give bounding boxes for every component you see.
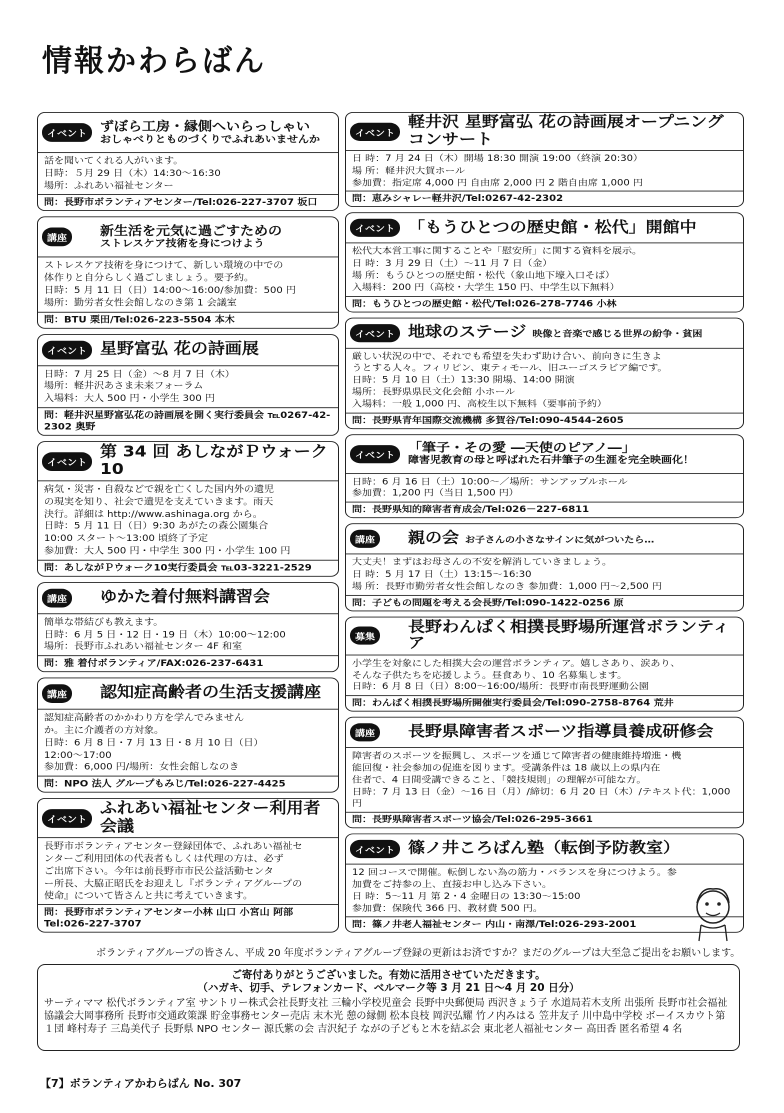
card-title: 親の会 <box>408 529 459 547</box>
card-body-line: 参加費：1,200 円（当日 1,500 円） <box>352 489 519 499</box>
card-header <box>346 718 743 748</box>
info-card <box>37 798 339 933</box>
card-body-line: 日時：5 月 10 日（土）13:30 開場、14:00 開演 <box>352 375 575 386</box>
category-badge: 講座 <box>350 723 380 741</box>
card-body-line: 大丈夫！まずはお母さんの不安を解消していきましょう。 <box>352 558 612 568</box>
card-body-line: 日時：5 月 11 日（日）9:30 あがたの森公園集合 <box>44 521 269 532</box>
category-badge: イベント <box>42 123 92 142</box>
mascot-illustration <box>675 877 747 943</box>
card-title: ゆかた着付無料講習会 <box>100 588 270 607</box>
card-contact: 問：長野県知的障害者育成会/Tel:026－227-6811 <box>346 502 743 518</box>
card-header <box>38 442 338 481</box>
card-contact: 問：篠ノ井老人福祉センター 内山・南澤/Tel:026-293-2001 <box>346 917 743 933</box>
card-body-line: 日時：7 月 13 日（金）～16 日（月）/締切：6 月 20 日（木）/テキスト代：1,000 円 <box>352 787 731 809</box>
card-title: 星野富弘 花の詩画展 <box>100 340 259 359</box>
thanks-period: （ハガキ、切手、テレフォンカード、ベルマーク等 3 月 21 日～4 月 20 日分） <box>197 982 580 995</box>
card-header <box>346 214 743 244</box>
card-title: 第 34 回 あしながＰウォーク 10 <box>100 442 328 479</box>
card-body-line: 12 回コースで開催。転倒しない為の筋力・バランスを身につけよう。参 <box>352 868 677 878</box>
card-body-line: 場所：長野県県民文化会館 小ホール <box>352 387 515 398</box>
card-subtitle: ストレスケア技術を身につけよう <box>100 237 265 250</box>
card-contact: 問：わんぱく相撲長野場所開催実行委員会/Tel:090-2758-8764 荒井 <box>346 695 743 711</box>
card-contact: 問：子どもの問題を考える会長野/Tel:090-1422-0256 原 <box>346 595 743 611</box>
card-body-line: 日時：7 月 25 日（金）～8 月 7 日（木） <box>44 369 235 380</box>
card-body-line: 入場料：大人 500 円・小学生 300 円 <box>44 394 215 404</box>
card-body-line: 参加費：6,000 円/場所：女性会館しなのき <box>44 762 240 773</box>
page-title: 情報かわらばん <box>42 44 266 79</box>
card-title-block <box>408 441 694 466</box>
card-body-line: 長野市ボランティアセンター登録団体で、ふれあい福祉セ <box>44 841 303 852</box>
card-contact: 問：恵みシャレー軽井沢/Tel:0267-42-2302 <box>346 191 743 207</box>
card-header <box>346 834 743 864</box>
card-body <box>346 748 743 812</box>
right-column <box>345 112 744 938</box>
card-body-line: 決行。詳細は http://www.ashinaga.org から。 <box>44 509 263 520</box>
card-title: 長野県障害者スポーツ指導員養成研修会 <box>408 723 714 741</box>
category-badge: イベント <box>350 324 400 342</box>
donor-list: サーティママ 松代ボランティア室 サントリー株式会社長野支社 三輪小学校児童会 長野中央郵便局 西沢きょう子 水道局若木支所 出張所 長野市社会福祉協議会大岡事務所 長野市交通政策課 貯金事務センター売店 末木光 憩の縁側 松本良枝 岡沢弘耀 竹ノ内みはる 笠井友子 川中島中学校 ボーイスカウト第１団 峰村寿子 三島美代子 長野県 NPO センター 源氏紫の会 吉沢紀子 ながの子どもと木を結ぶ会 東北老人福祉センター 高田香 匿名希望 4 名 <box>44 998 728 1036</box>
info-card <box>37 112 339 211</box>
card-title: 「もうひとつの歴史館・松代」開館中 <box>408 218 697 237</box>
left-column <box>37 112 339 938</box>
card-body <box>38 153 338 194</box>
info-card <box>37 334 339 436</box>
card-body-line: 松代大本営工事に関することや「慰安所」に関する資料を展示。 <box>352 247 642 257</box>
card-body-line: ー所長、大脇正昭氏をお迎えし『ボランティアグループの <box>44 878 303 889</box>
card-title-block <box>408 619 739 653</box>
card-title-block <box>408 531 654 548</box>
card-body-line: 場 所：もうひとつの歴史館・松代（象山地下壕入口そば） <box>352 271 615 281</box>
category-badge: イベント <box>42 452 92 471</box>
category-badge: 募集 <box>350 627 380 645</box>
card-title: 軽井沢 星野富弘 花の詩画展オープニングコンサート <box>408 113 724 148</box>
card-body-line: 入場料：200 円（高校・大学生 150 円、中学生以下無料） <box>352 282 620 293</box>
page-footer: 【7】ボランティアかわらばん No. 307 <box>40 1077 242 1090</box>
card-body-line: 参加費：指定席 4,000 円 自由席 2,000 円 2 階自由席 1,000 円 <box>352 178 643 188</box>
card-body-line: 日 時：5～11 月 第 2・4 金曜日の 13:30～15:00 <box>352 891 581 902</box>
card-contact: 問：もうひとつの歴史館・松代/Tel:026-278-7746 小林 <box>346 296 743 312</box>
category-badge: 講座 <box>42 228 72 247</box>
card-body-line: ご出席下さい。今年は前長野市市民公益活動センタ <box>44 866 274 877</box>
card-body-line: 加費をご持参の上、直接お申し込み下さい。 <box>352 880 552 890</box>
card-header <box>38 799 338 838</box>
card-body <box>346 348 743 412</box>
card-title-tagline: 映像と音楽で感じる世界の紛争・貧困 <box>532 329 703 340</box>
mascot-icon <box>675 877 747 943</box>
card-body-line: か。主に介護者の方対象。 <box>44 725 164 736</box>
card-body <box>346 474 743 502</box>
card-header <box>38 218 338 258</box>
card-body-line: 場所：長野市ふれあい福祉センター 4F 和室 <box>44 642 243 653</box>
card-title-block <box>408 220 697 237</box>
card-header <box>38 583 338 614</box>
card-body-line: 場所：軽井沢あさま未来フォーラム <box>44 381 204 392</box>
card-body-line: 簡単な帯結びも教えます。 <box>44 617 164 628</box>
card-body-line: の現実を知り、社会で遺児を支えていきます。雨天 <box>44 497 274 508</box>
card-contact: 問：長野市ボランティアセンター/Tel:026-227-3707 坂口 <box>38 194 338 210</box>
card-title: ずぼら工房・縁側へいらっしゃい <box>100 119 310 134</box>
card-title-block <box>408 724 713 741</box>
card-title-block <box>100 120 320 146</box>
card-body-line: 日時：6 月 8 日（日）8:00～16:00/場所：長野市南長野運動公園 <box>352 682 649 693</box>
card-body-line: 日時：5 月 11 日（日）14:00～16:00/参加費：500 円 <box>44 285 296 296</box>
info-card <box>345 213 744 313</box>
info-card <box>37 582 339 672</box>
info-card <box>345 112 744 207</box>
category-badge: イベント <box>350 840 400 858</box>
card-contact: 問：あしながＰウォーク10実行委員会 ℡03-3221-2529 <box>38 560 338 576</box>
card-body-line: ンターご利用団体の代表者もしくは代理の方は、必ず <box>44 854 284 865</box>
card-header <box>346 617 743 655</box>
card-body-line: 病気・災害・自殺などで親を亡くした国内外の遺児 <box>44 484 274 495</box>
card-title: 「筆子・その愛 ―天使のピアノ―」 <box>408 441 636 456</box>
card-body <box>38 710 338 776</box>
info-card <box>345 434 744 518</box>
card-title-block <box>100 224 282 250</box>
card-title: 認知症高齢者の生活支援講座 <box>100 684 321 703</box>
card-title-block <box>100 685 321 702</box>
category-badge: イベント <box>350 219 400 237</box>
card-subtitle: おしゃべりとものづくりでふれあいませんか <box>100 133 320 145</box>
thanks-heading: ご寄付ありがとうございました。有効に活用させていただきます。 <box>231 969 546 981</box>
card-header <box>346 318 743 348</box>
card-title-block <box>100 444 334 479</box>
card-title: 長野わんぱく相撲長野場所運営ボランティア <box>408 617 730 653</box>
card-body-line: 場所：ふれあい福祉センター <box>44 181 174 192</box>
card-header <box>38 335 338 366</box>
card-title-block <box>100 341 259 358</box>
card-body-line: 10:00 スタート～13:00 頃終了予定 <box>44 534 208 544</box>
card-contact: 問：雅 着付ボランティア/FAX:026-237-6431 <box>38 655 338 671</box>
card-body-line: 日時：５月 29 日（木）14:30～16:30 <box>44 168 221 179</box>
card-body-line: 参加費：保険代 366 円、教材費 500 円。 <box>352 903 543 914</box>
card-header <box>38 113 338 153</box>
category-badge: 講座 <box>42 589 72 608</box>
card-title: 篠ノ井ころばん塾（転倒予防教室） <box>408 839 680 858</box>
card-body-line: 日時：6 月 8 日・7 月 13 日・8 月 10 日（日） <box>44 738 264 748</box>
card-body-line: 入場料：一般 1,000 円、高校生以下無料（要事前予約） <box>352 399 607 410</box>
category-badge: イベント <box>42 340 92 359</box>
card-header <box>346 524 743 554</box>
renewal-notice: ボランティアグループの皆さん、平成 20 年度ボランティアグループ登録の更新はお済ですか？まだのグループは大至急ご提出をお願いします。 <box>96 948 741 959</box>
card-body-line: ストレスケア技術を身につけて、新しい環境の中での <box>44 261 284 272</box>
card-body-line: 日時：6 月 5 日・12 日・19 日（木）10:00～12:00 <box>44 629 286 640</box>
card-title-tagline: お子さんの小さなサインに気がついたら… <box>465 535 655 546</box>
info-card <box>37 217 339 329</box>
card-body-line: 日 時：7 月 24 日（木）開場 18:30 開演 19:00（終演 20:30） <box>352 154 643 164</box>
card-header <box>346 435 743 474</box>
card-body-line: 認知症高齢者のかかわり方を学んでみません <box>44 713 244 724</box>
card-body-line: 場 所：軽井沢大賀ホール <box>352 166 465 176</box>
category-badge: 講座 <box>350 530 380 548</box>
card-title-block <box>408 115 739 149</box>
card-body-line: うとする人々。フィリピン、東ティモール、旧ユーゴスラビア編です。 <box>352 363 668 374</box>
card-contact: 問：長野県青年国際交流機構 多賀谷/Tel:090-4544-2605 <box>346 412 743 428</box>
info-card <box>345 317 744 428</box>
card-title-block <box>408 841 680 858</box>
card-title: 新生活を元気に過ごすための <box>100 224 282 239</box>
card-subtitle: 障害児教育の母と呼ばれた石井筆子の生涯を完全映画化！ <box>408 454 694 466</box>
category-badge: イベント <box>350 445 400 463</box>
card-body-line: 参加費：大人 500 円・中学生 300 円・小学生 100 円 <box>44 546 291 557</box>
card-body-line: 場所：勤労者女性会館しなのき第 1 会議室 <box>44 298 237 309</box>
card-body <box>346 555 743 595</box>
card-body-line: 障害者のスポーツを振興し、スポーツを通じて障害者の健康維持増進・機 <box>352 751 682 761</box>
card-body-line: 場 所：長野市勤労者女性会館しなのき 参加費：1,000 円～2,500 円 <box>352 581 662 592</box>
info-card <box>345 523 744 611</box>
info-card <box>345 616 744 711</box>
category-badge: イベント <box>42 809 92 828</box>
card-header <box>38 679 338 710</box>
card-title-block <box>100 589 270 606</box>
category-badge: イベント <box>350 122 400 140</box>
card-contact: 問：BTU 栗田/Tel:026-223-5504 本木 <box>38 311 338 327</box>
card-body-line: 能回復・社会参加の促進を図ります。受講条件は 18 歳以上の県内在 <box>352 763 661 773</box>
card-body-line: 体作りと自分らしく過ごしましょう。要予約。 <box>44 273 254 284</box>
card-body <box>38 258 338 312</box>
card-body-line: 使命』について皆さんと共に考えていきます。 <box>44 891 253 901</box>
card-body-line: 日 時：5 月 17 日（土）13:15～16:30 <box>352 569 532 580</box>
card-body <box>346 151 743 191</box>
card-body-line: 住者で、4 日間受講できること、「競技規則」の理解が可能な方。 <box>352 775 647 785</box>
card-body <box>38 481 338 559</box>
card-body-line: 日時：6 月 16 日（土）10:00～／場所：サンアップルホール <box>352 477 628 487</box>
donation-thanks-box <box>37 964 740 1051</box>
card-body-line: 厳しい状況の中で、それでも希望を失わず助け合い、前向きに生きよ <box>352 351 662 362</box>
card-body-line: そんな子供たちを応援しよう。昼食あり、10 名募集します。 <box>352 670 628 681</box>
card-title-block <box>408 324 702 341</box>
card-body <box>38 366 338 407</box>
card-body <box>38 614 338 655</box>
card-contact: 問：軽井沢星野富弘花の詩画展を開く実行委員会 ℡0267-42-2302 奥野 <box>38 407 338 435</box>
card-contact: 問：長野市ボランティアセンター小林 山口 小宮山 阿部 Tel:026-227-3707 <box>38 904 338 932</box>
card-body <box>38 838 338 904</box>
info-card <box>37 678 339 793</box>
card-contact: 問：NPO 法人 グループもみじ/Tel:026-227-4425 <box>38 776 338 792</box>
card-body <box>346 244 743 296</box>
card-body-line: 話を聞いてくれる人がいます。 <box>44 156 184 167</box>
card-title: ふれあい福祉センター利用者会議 <box>100 799 321 836</box>
category-badge: 講座 <box>42 684 72 703</box>
card-body-line: 小学生を対象にした相撲大会の運営ボランティア。嬉しさあり、涙あり、 <box>352 658 681 669</box>
card-header <box>346 113 743 151</box>
card-contact: 問：長野県障害者スポーツ協会/Tel:026-295-3661 <box>346 812 743 828</box>
card-title-block <box>100 801 334 836</box>
card-body-line: 日 時：3 月 29 日（土）～11 月 7 日（金） <box>352 259 553 269</box>
info-card <box>345 717 744 828</box>
card-body <box>346 655 743 695</box>
card-title: 地球のステージ <box>408 323 527 341</box>
card-body-line: 12:00～17:00 <box>44 750 112 761</box>
info-card <box>37 441 339 576</box>
